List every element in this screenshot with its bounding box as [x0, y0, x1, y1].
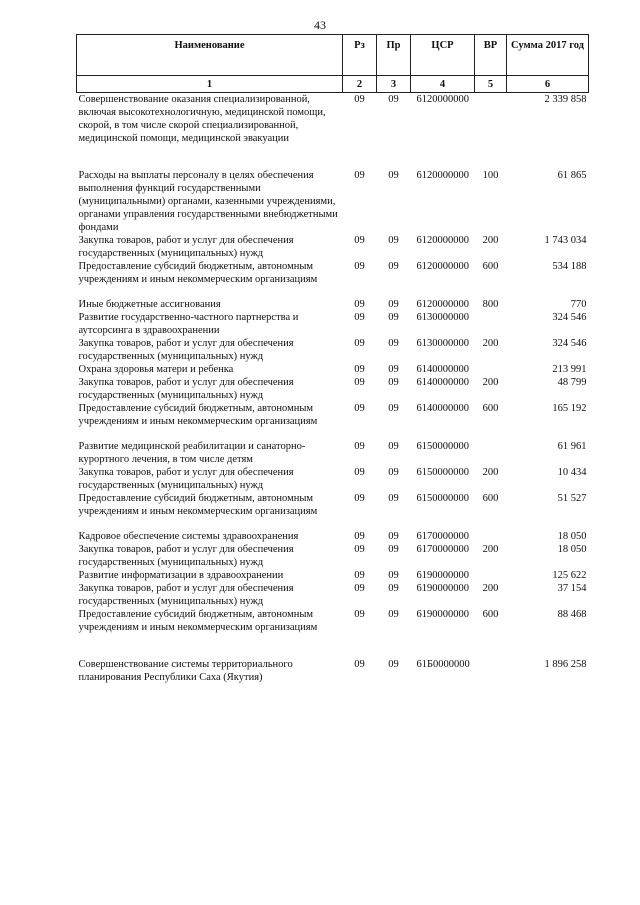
- table-row: [77, 376, 589, 402]
- cell-name: Предоставление субсидий бюджетным, автономным учреждениям и иным некоммерческим организациям: [78, 493, 318, 517]
- cell-csr: 6190000000: [416, 609, 469, 620]
- cell-sum: 770: [570, 299, 587, 310]
- cell-vr: 600: [482, 609, 499, 620]
- cell-sum: 61 961: [557, 441, 587, 452]
- cell-name: Расходы на выплаты персоналу в целях обеспечения выполнения функций государственными (муниципальными) органами, казенными учреждениями, органами управления государственными внебюджетными фондами: [78, 170, 338, 233]
- cell-csr: 6140000000: [416, 364, 469, 375]
- cell-vr: [475, 530, 507, 543]
- cell-pr: 09: [388, 338, 399, 349]
- cell-sum: 48 799: [557, 377, 587, 388]
- page-number: 43: [314, 18, 326, 32]
- cell-rz: 09: [354, 299, 365, 310]
- cell-rz: 09: [354, 403, 365, 414]
- cell-name: Предоставление субсидий бюджетным, автономным учреждениям и иным некоммерческим организациям: [78, 403, 318, 427]
- row-spacer: [77, 145, 589, 157]
- cell-name: Предоставление субсидий бюджетным, автономным учреждениям и иным некоммерческим организациям: [78, 609, 318, 633]
- cell-name: Охрана здоровья матери и ребенка: [78, 364, 234, 375]
- header-name: Наименование: [77, 35, 343, 76]
- cell-rz: 09: [354, 544, 365, 555]
- cell-pr: 09: [388, 570, 399, 581]
- cell-csr: 6140000000: [416, 377, 469, 388]
- table-row: [77, 658, 589, 684]
- cell-rz: 09: [354, 609, 365, 620]
- cell-vr: 600: [482, 493, 499, 504]
- cell-rz: 09: [354, 235, 365, 246]
- cell-vr: [475, 658, 507, 684]
- cell-vr: 200: [482, 235, 499, 246]
- spacer-cell: [77, 145, 589, 157]
- cell-vr: 100: [482, 170, 499, 181]
- cell-pr: 09: [388, 441, 399, 452]
- cell-name: Закупка товаров, работ и услуг для обеспечения государственных (муниципальных) нужд: [78, 583, 294, 607]
- cell-rz: 09: [354, 312, 365, 323]
- cell-vr: 600: [482, 261, 499, 272]
- cell-sum: 1 896 258: [544, 659, 587, 670]
- cell-sum: 324 546: [552, 312, 587, 323]
- header-number: 6: [507, 76, 589, 93]
- cell-pr: 09: [388, 493, 399, 504]
- cell-name: Совершенствование системы территориального планирования Республики Саха (Якутия): [78, 659, 293, 683]
- spacer-cell: [77, 286, 589, 298]
- cell-rz: 09: [354, 261, 365, 272]
- cell-pr: 09: [388, 170, 399, 181]
- cell-pr: 09: [388, 531, 399, 542]
- cell-name: Иные бюджетные ассигнования: [78, 299, 221, 310]
- cell-vr: 200: [482, 377, 499, 388]
- cell-csr: 6150000000: [416, 467, 469, 478]
- cell-csr: 6120000000: [416, 261, 469, 272]
- cell-sum: 324 546: [552, 338, 587, 349]
- cell-vr: [475, 363, 507, 376]
- cell-name: Закупка товаров, работ и услуг для обеспечения государственных (муниципальных) нужд: [78, 377, 294, 401]
- cell-pr: 09: [388, 609, 399, 620]
- cell-csr: 6170000000: [416, 544, 469, 555]
- header-sum: Сумма 2017 год: [507, 35, 589, 76]
- cell-pr: 09: [388, 364, 399, 375]
- table-row: [77, 337, 589, 363]
- cell-csr: 6150000000: [416, 493, 469, 504]
- cell-sum: 2 339 858: [544, 94, 587, 105]
- cell-pr: 09: [388, 235, 399, 246]
- cell-vr: 800: [482, 299, 499, 310]
- cell-sum: 1 743 034: [544, 235, 587, 246]
- cell-sum: 37 154: [557, 583, 587, 594]
- cell-name: Закупка товаров, работ и услуг для обеспечения государственных (муниципальных) нужд: [78, 467, 294, 491]
- cell-sum: 213 991: [552, 364, 587, 375]
- cell-vr: 200: [482, 583, 499, 594]
- cell-pr: 09: [388, 403, 399, 414]
- cell-vr: 200: [482, 544, 499, 555]
- table-row: [77, 582, 589, 608]
- header-csr: ЦСР: [411, 35, 475, 76]
- cell-sum: 51 527: [557, 493, 587, 504]
- table-row: [77, 530, 589, 543]
- cell-rz: 09: [354, 441, 365, 452]
- cell-csr: 61Б0000000: [416, 659, 470, 670]
- cell-csr: 6140000000: [416, 403, 469, 414]
- header-vr: ВР: [475, 35, 507, 76]
- cell-rz: 09: [354, 338, 365, 349]
- cell-csr: 6120000000: [416, 299, 469, 310]
- header-number: 2: [343, 76, 377, 93]
- table-row: [77, 402, 589, 428]
- table-row: [77, 311, 589, 337]
- cell-rz: 09: [354, 570, 365, 581]
- row-spacer: [77, 518, 589, 530]
- table-row: [77, 569, 589, 582]
- cell-vr: [475, 569, 507, 582]
- spacer-cell: [77, 518, 589, 530]
- cell-sum: 18 050: [557, 531, 587, 542]
- row-spacer: [77, 157, 589, 169]
- cell-pr: 09: [388, 544, 399, 555]
- header-number: 3: [377, 76, 411, 93]
- cell-rz: 09: [354, 531, 365, 542]
- cell-name: Развитие медицинской реабилитации и санаторно-курортного лечения, в том числе детям: [78, 441, 306, 465]
- table-row: [77, 260, 589, 286]
- header-number-row: [77, 76, 589, 93]
- cell-sum: 534 188: [552, 261, 587, 272]
- table-row: [77, 234, 589, 260]
- cell-name: Развитие государственно-частного партнерства и аутсорсинга в здравоохранении: [78, 312, 299, 336]
- cell-rz: 09: [354, 583, 365, 594]
- spacer-cell: [77, 646, 589, 658]
- table-row: [77, 543, 589, 569]
- table-body: [77, 93, 589, 685]
- cell-sum: 88 468: [557, 609, 587, 620]
- cell-csr: 6170000000: [416, 531, 469, 542]
- cell-rz: 09: [354, 364, 365, 375]
- cell-vr: 200: [482, 467, 499, 478]
- cell-name: Закупка товаров, работ и услуг для обеспечения государственных (муниципальных) нужд: [78, 544, 294, 568]
- header-number: 5: [475, 76, 507, 93]
- cell-rz: 09: [354, 94, 365, 105]
- table-row: [77, 298, 589, 311]
- cell-csr: 6130000000: [416, 312, 469, 323]
- table-row: [77, 608, 589, 634]
- cell-pr: 09: [388, 583, 399, 594]
- cell-vr: [475, 440, 507, 466]
- header-rz: Рз: [343, 35, 377, 76]
- cell-sum: 61 865: [557, 170, 587, 181]
- spacer-cell: [77, 428, 589, 440]
- cell-rz: 09: [354, 659, 365, 670]
- cell-vr: [475, 93, 507, 146]
- cell-sum: 18 050: [557, 544, 587, 555]
- table-row: [77, 93, 589, 146]
- row-spacer: [77, 286, 589, 298]
- cell-pr: 09: [388, 94, 399, 105]
- table-row: [77, 466, 589, 492]
- row-spacer: [77, 428, 589, 440]
- cell-name: Развитие информатизации в здравоохранении: [78, 570, 284, 581]
- cell-vr: 600: [482, 403, 499, 414]
- header-row: [77, 35, 589, 76]
- budget-table: [76, 34, 589, 684]
- cell-name: Кадровое обеспечение системы здравоохранения: [78, 531, 299, 542]
- table-row: [77, 492, 589, 518]
- cell-pr: 09: [388, 312, 399, 323]
- cell-csr: 6120000000: [416, 94, 469, 105]
- cell-csr: 6150000000: [416, 441, 469, 452]
- cell-sum: 125 622: [552, 570, 587, 581]
- cell-pr: 09: [388, 659, 399, 670]
- row-spacer: [77, 646, 589, 658]
- cell-rz: 09: [354, 493, 365, 504]
- cell-pr: 09: [388, 261, 399, 272]
- cell-rz: 09: [354, 170, 365, 181]
- header-number: 1: [77, 76, 343, 93]
- cell-csr: 6190000000: [416, 583, 469, 594]
- cell-name: Предоставление субсидий бюджетным, автономным учреждениям и иным некоммерческим организациям: [78, 261, 318, 285]
- cell-csr: 6190000000: [416, 570, 469, 581]
- cell-csr: 6120000000: [416, 170, 469, 181]
- cell-pr: 09: [388, 377, 399, 388]
- header-pr: Пр: [377, 35, 411, 76]
- cell-name: Закупка товаров, работ и услуг для обеспечения государственных (муниципальных) нужд: [78, 338, 294, 362]
- cell-csr: 6120000000: [416, 235, 469, 246]
- header-number: 4: [411, 76, 475, 93]
- cell-pr: 09: [388, 467, 399, 478]
- cell-vr: 200: [482, 338, 499, 349]
- cell-rz: 09: [354, 377, 365, 388]
- table-row: [77, 363, 589, 376]
- cell-csr: 6130000000: [416, 338, 469, 349]
- cell-pr: 09: [388, 299, 399, 310]
- cell-sum: 10 434: [557, 467, 587, 478]
- row-spacer: [77, 634, 589, 646]
- table-row: [77, 169, 589, 234]
- cell-vr: [475, 311, 507, 337]
- spacer-cell: [77, 157, 589, 169]
- spacer-cell: [77, 634, 589, 646]
- cell-name: Совершенствование оказания специализированной, включая высокотехнологичную, медицинской помощи, скорой, в том числе скорой специализированной, медицинской помощи, медицинской эвакуации: [78, 94, 326, 144]
- cell-name: Закупка товаров, работ и услуг для обеспечения государственных (муниципальных) нужд: [78, 235, 294, 259]
- table-row: [77, 440, 589, 466]
- cell-rz: 09: [354, 467, 365, 478]
- cell-sum: 165 192: [552, 403, 587, 414]
